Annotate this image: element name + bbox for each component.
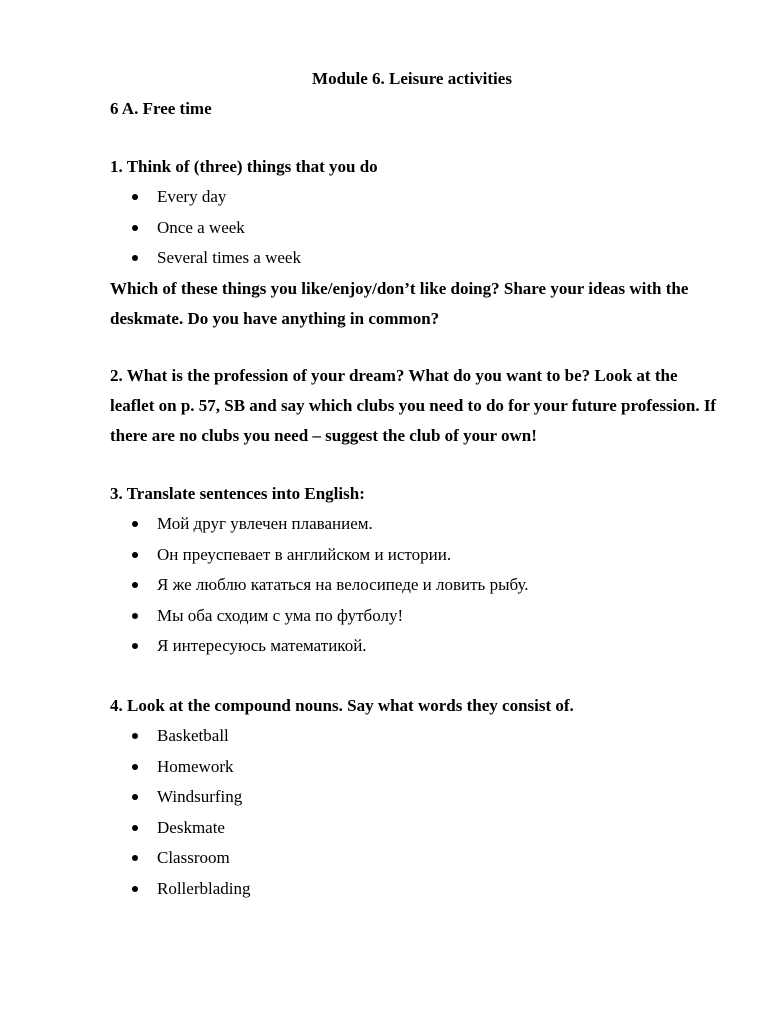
bullet-icon <box>132 886 138 892</box>
section-subtitle: 6 A. Free time <box>110 99 212 118</box>
list-item <box>110 752 720 783</box>
list-item-text: Он преуспевает в английском и истории. <box>157 544 452 564</box>
task-1-heading: 1. Think of (three) things that you do <box>110 157 378 176</box>
task-1-followup: Which of these things you like/enjoy/don’t like doing? Share your ideas with the deskmate. Do you have anything in common? <box>110 278 689 328</box>
list-item <box>110 243 720 274</box>
bullet-icon <box>132 855 138 861</box>
task-1 <box>110 152 720 334</box>
list-item-text: Я же люблю кататься на велосипеде и ловить рыбу. <box>157 575 529 594</box>
list-item <box>110 843 720 874</box>
list-item-text: Several times a week <box>157 248 301 267</box>
list-item-text: Windsurfing <box>157 787 243 806</box>
bullet-icon <box>132 225 138 231</box>
task-3 <box>110 479 720 662</box>
list-item <box>110 813 720 844</box>
task-2 <box>110 361 720 451</box>
list-item <box>110 601 720 632</box>
bullet-icon <box>132 643 138 649</box>
list-item-text: Deskmate <box>157 817 225 837</box>
bullet-icon <box>132 825 138 831</box>
list-item-text: Мы оба сходим с ума по футболу! <box>157 605 404 625</box>
list-item <box>110 540 720 571</box>
bullet-icon <box>132 521 138 527</box>
bullet-icon <box>132 255 138 261</box>
list-item-text: Мой друг увлечен плаванием. <box>157 514 373 533</box>
bullet-icon <box>132 733 138 739</box>
list-item-text: Rollerblading <box>157 878 251 898</box>
task-1-list <box>110 182 720 274</box>
bullet-icon <box>132 582 138 588</box>
list-item <box>110 570 720 601</box>
list-item-text: Every day <box>157 187 227 206</box>
task-4 <box>110 691 720 904</box>
bullet-icon <box>132 613 138 619</box>
list-item-text: Basketball <box>157 726 229 745</box>
list-item <box>110 631 720 662</box>
page-title: Module 6. Leisure activities <box>312 69 512 88</box>
list-item <box>110 874 720 905</box>
list-item <box>110 509 720 540</box>
bullet-icon <box>132 764 138 770</box>
task-4-heading: 4. Look at the compound nouns. Say what words they consist of. <box>110 696 574 715</box>
list-item <box>110 782 720 813</box>
task-2-heading: 2. What is the profession of your dream? What do you want to be? Look at the leaflet on p. 57, SB and say which clubs you need to do for your future profession. If there are no clubs you need – suggest the club of your own! <box>110 366 717 445</box>
task-4-list <box>110 721 720 904</box>
list-item-text: Homework <box>157 756 234 776</box>
list-item-text: Я интересуюсь математикой. <box>157 636 367 655</box>
task-3-list <box>110 509 720 662</box>
list-item <box>110 213 720 244</box>
list-item <box>110 721 720 752</box>
list-item <box>110 182 720 213</box>
list-item-text: Once a week <box>157 217 245 237</box>
bullet-icon <box>132 194 138 200</box>
list-item-text: Classroom <box>157 848 230 867</box>
bullet-icon <box>132 552 138 558</box>
task-3-heading: 3. Translate sentences into English: <box>110 484 365 503</box>
bullet-icon <box>132 794 138 800</box>
